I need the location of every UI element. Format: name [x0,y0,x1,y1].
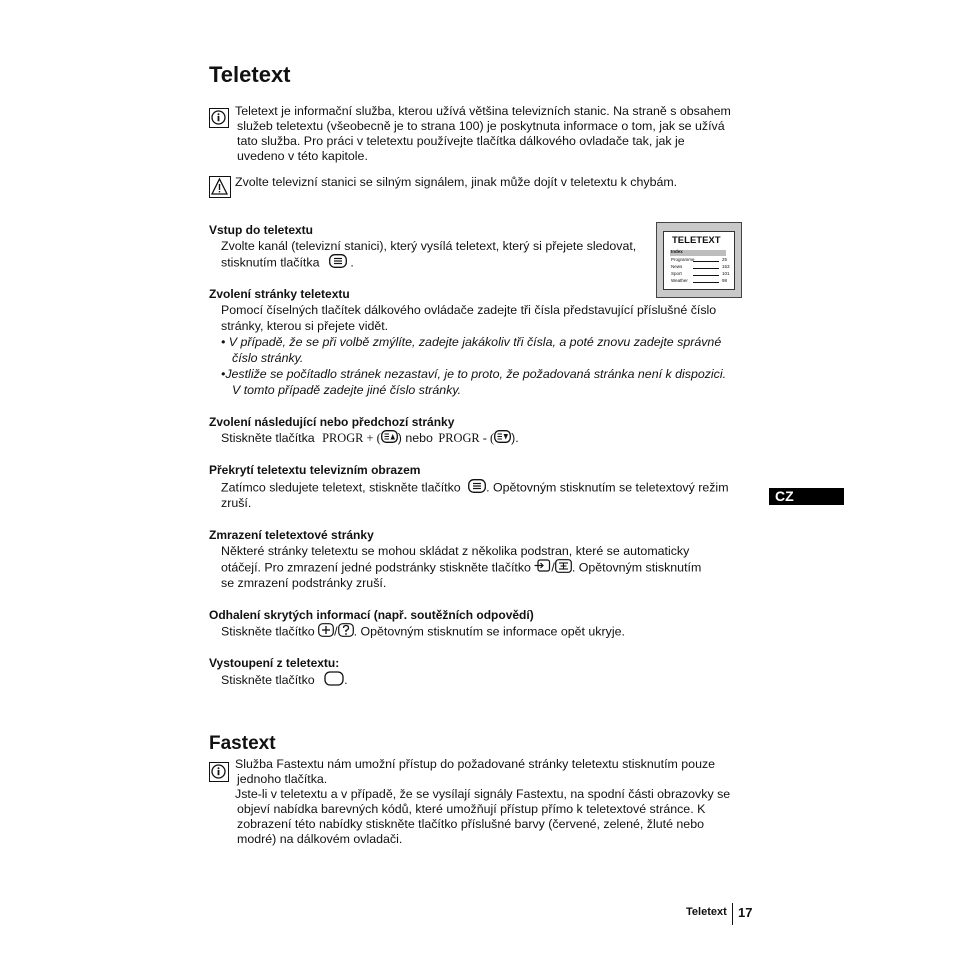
vystoupeni-line-1: Stiskněte tlačítko . [221,671,348,690]
tv-index-label: Index [671,249,683,254]
teletext-button-icon [329,254,347,272]
heading-odhaleni: Odhalení skrytých informací (např. soutěžních odpovědí) [209,608,534,622]
hold-subpage-icon [555,559,572,577]
zmrazeni-line-3: se zmrazení podstránky zruší. [221,576,387,590]
heading-prekryti: Překrytí teletextu televizním obrazem [209,463,421,477]
info-icon [209,762,229,782]
prekryti-line-2: zruší. [221,496,252,510]
zvoleni-line-1: Pomocí číselných tlačítek dálkového ovládače zadejte tři čísla představující příslušné číslo [221,303,717,317]
intro-line-1: Teletext je informační služba, kterou užívá většina televizních stanic. Na straně s obsahem [235,104,731,118]
teletext-tv-illustration [656,222,742,298]
zmrazeni-line-1: Některé stránky teletextu se mohou skládat z několika podstran, které se automaticky [221,544,690,558]
intro-line-4: uvedeno v této kapitole. [237,149,368,163]
footer-section-label: Teletext [686,906,727,918]
warning-text: Zvolte televizní stanici se silným signálem, jinak může dojít v teletextu k chybám. [235,175,678,189]
info-icon [209,108,229,128]
vstup-line-2: stisknutím tlačítka . [221,254,354,272]
teletext-mix-button-icon [468,479,486,497]
fastext-line-3: Jste-li v teletextu a v případě, že se vysílají signály Fastextu, na spodní části obrazovky se [235,787,731,801]
hold-input-icon [534,559,551,577]
prekryti-line-1: Zatímco sledujete teletext, stiskněte tlačítko . Opětovným stisknutím se teletextový režim [221,479,729,497]
tv-exit-button-icon [324,671,344,690]
zvoleni-bullet-2-line-2: V tomto případě zadejte jiné číslo stránky. [232,383,462,397]
fastext-line-6: modré) na dálkovém ovladači. [237,832,403,846]
fastext-line-2: jednoho tlačítka. [237,772,328,786]
zvoleni-bullet-2-line-1: •Jestliže se počítadlo stránek nezastaví, je to proto, že požadovaná stránka není k dispozici. [221,367,727,381]
intro-line-3: tato služba. Pro práci v teletextu používejte tlačítka dálkového ovladače tak, jak je [237,134,685,148]
fastext-title: Fastext [209,733,276,754]
reveal-question-icon [338,623,354,641]
zvoleni-bullet-1-line-1: • V případě, že se při volbě zmýlíte, zadejte jakákoliv tři čísla, a poté znovu zadejte správné [221,335,722,349]
intro-line-2: služeb teletextu (všeobecně je to strana 100) je poskytnuta informace o tom, jak se užívá [237,119,725,133]
page-down-icon [494,430,511,447]
footer-divider [732,903,733,925]
heading-zmrazeni: Zmrazení teletextové stránky [209,528,374,542]
odhaleni-line-1: Stiskněte tlačítko / . Opětovným stisknutím se informace opět ukryje. [221,623,625,641]
zmrazeni-line-2: otáčejí. Pro zmrazení jedné podstránky stiskněte tlačítko / . Opětovným stisknutím [221,559,701,577]
zvoleni-bullet-1-line-2: číslo stránky. [232,351,304,365]
page-number: 17 [738,905,753,920]
tv-screen-header: TELETEXT [672,235,721,246]
fastext-line-5: zobrazení této nabídky stiskněte tlačítko příslušné barvy (červené, zelené, žluté nebo [237,817,704,831]
page-title: Teletext [209,62,291,87]
tv-screen: TELETEXT Index Programme 25 News 153 Sport 101 Weather 98 [663,231,735,290]
zvoleni-line-2: stránky, kterou si přejete vidět. [221,319,389,333]
fastext-line-1: Služba Fastextu nám umožní přístup do požadované stránky teletextu stisknutím pouze [235,757,716,771]
vstup-line-1: Zvolte kanál (televizní stanici), který vysílá teletext, který si přejete sledovat, [221,239,637,253]
fastext-line-4: objeví nabídka barevných kódů, které umožňují přístup přímo k teletextové stránce. K [237,802,706,816]
heading-zvoleni: Zvolení stránky teletextu [209,287,350,301]
heading-vstup: Vstup do teletextu [209,223,314,237]
page-up-icon [381,430,398,447]
reveal-plus-icon [318,623,334,641]
nasledujici-line-1: Stiskněte tlačítka PROGR + ( ) nebo PROGR - ( ). [221,430,519,447]
warning-icon [209,176,231,198]
heading-nasledujici: Zvolení následující nebo předchozí stránky [209,415,455,429]
language-tab: CZ [769,488,844,505]
heading-vystoupeni: Vystoupení z teletextu: [209,656,340,670]
